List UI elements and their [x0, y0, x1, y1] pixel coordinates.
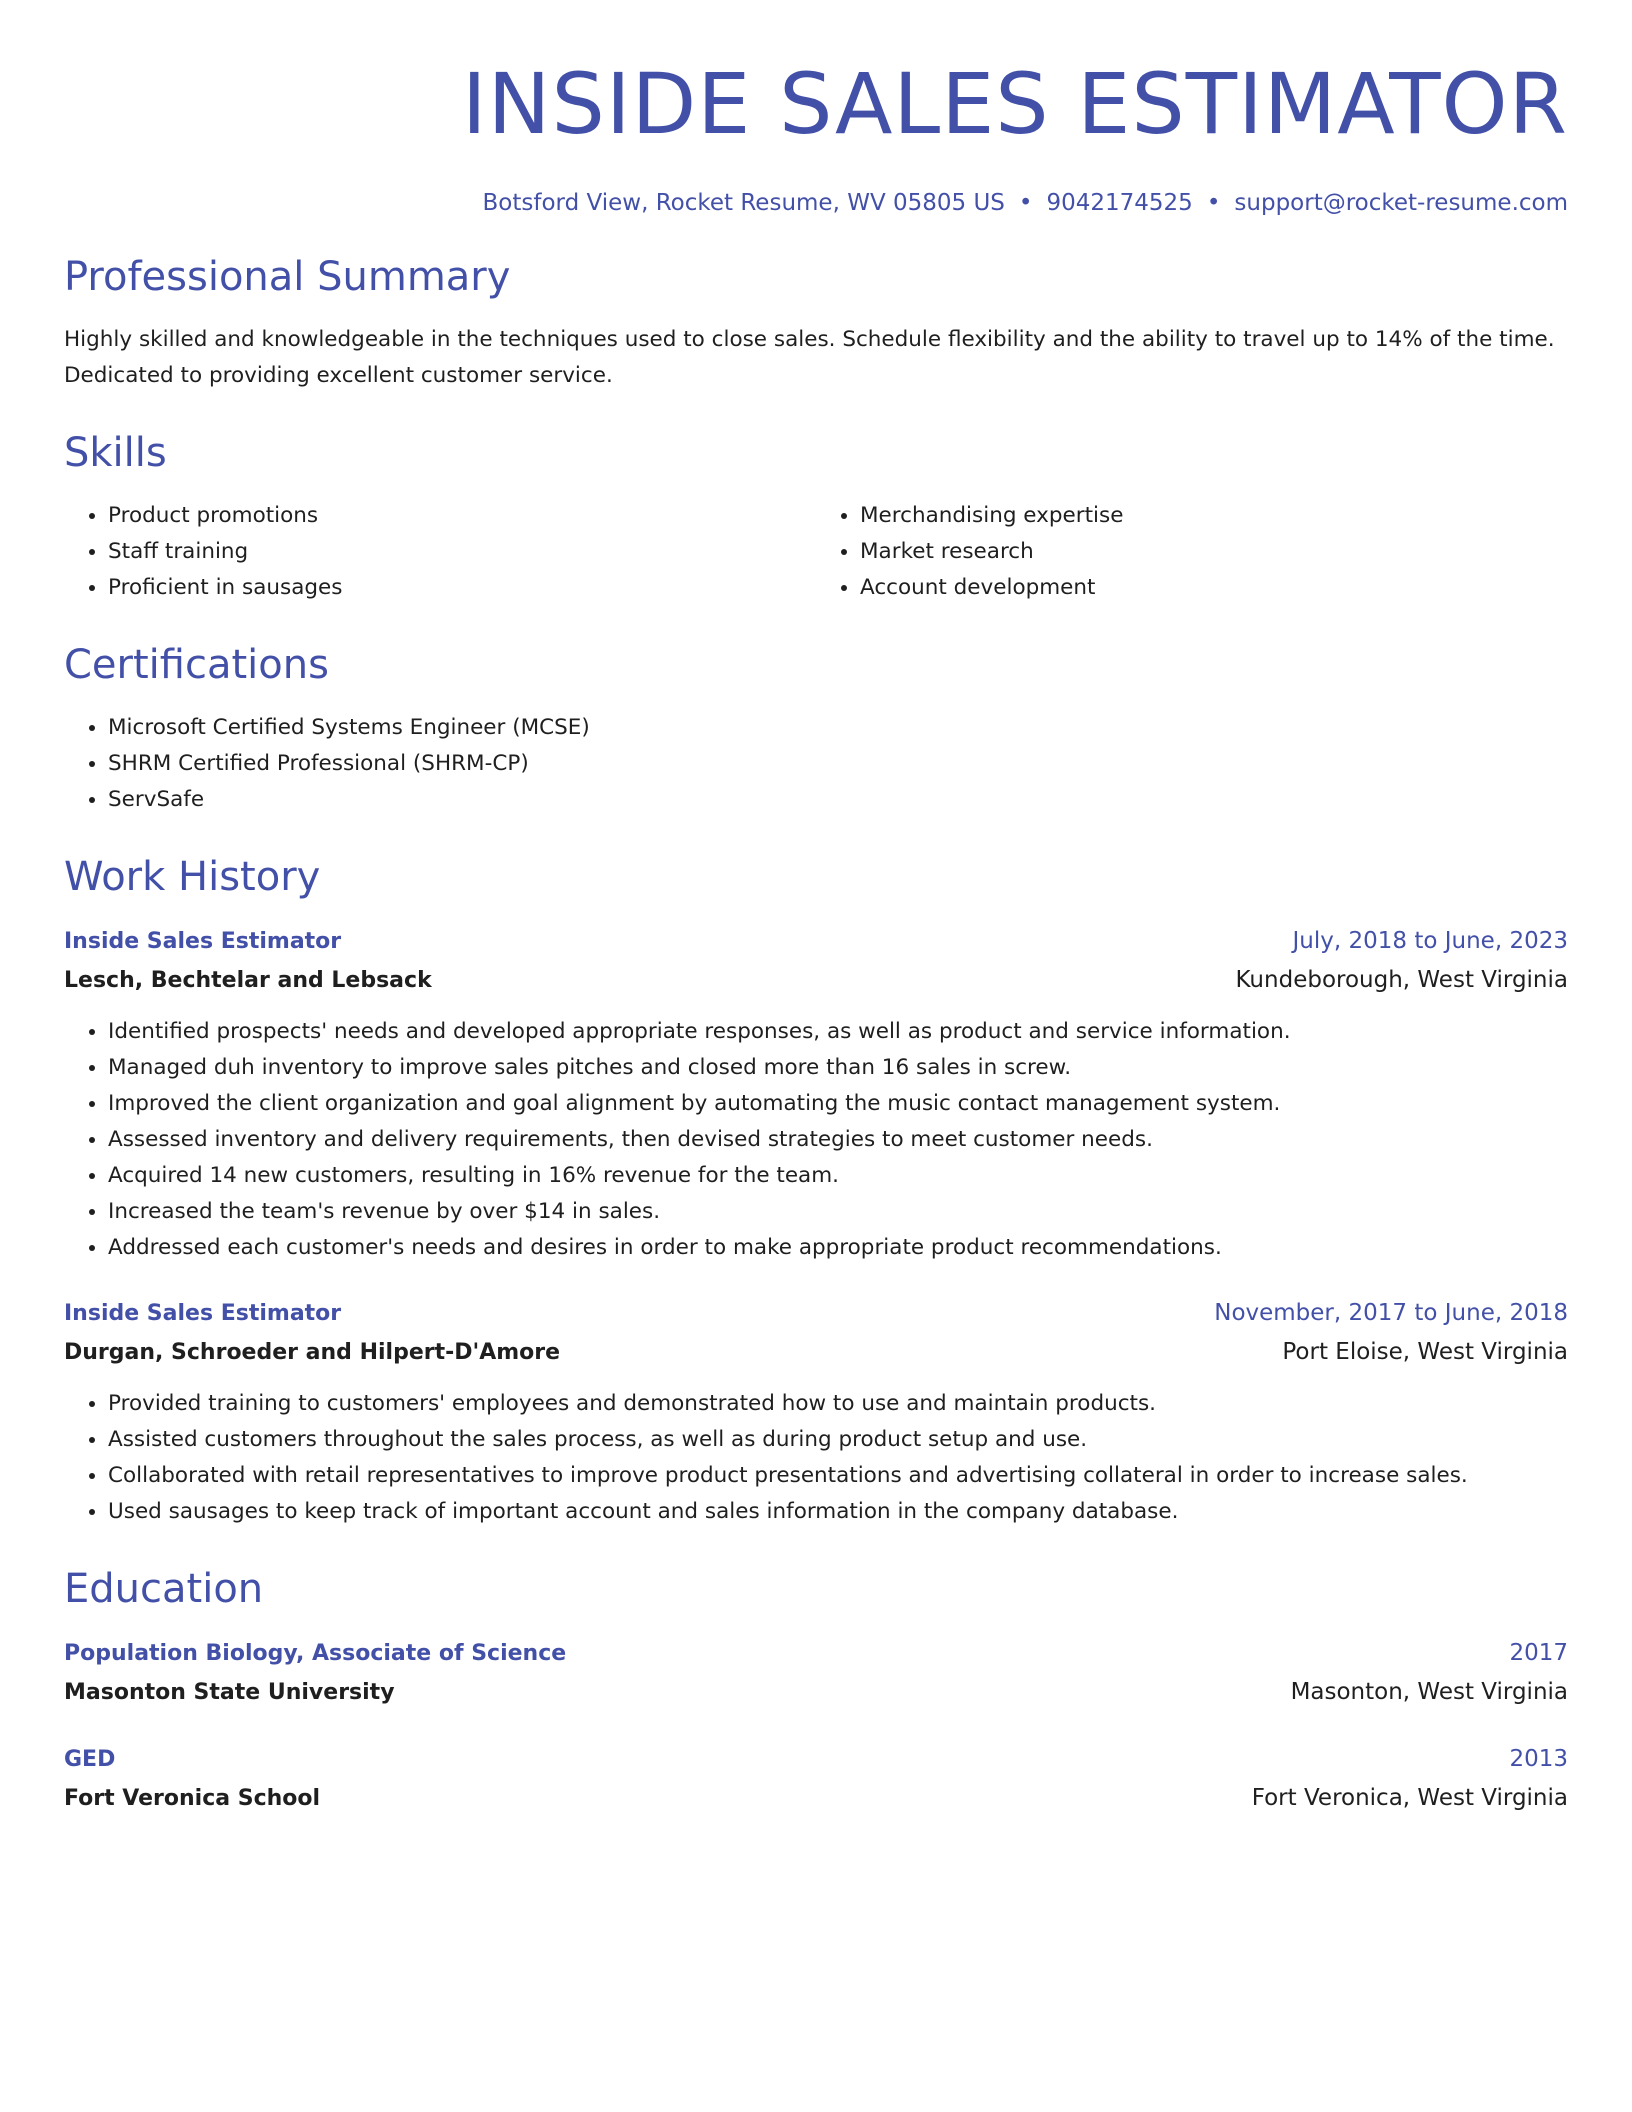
skills-list-right — [816, 498, 1568, 606]
summary-text: Highly skilled and knowledgeable in the techniques used to close sales. Schedule flexibility and the ability to travel up to 14% of the time. Dedicated to providing excellent customer service. — [64, 327, 1555, 388]
skill-item: • Market research — [860, 534, 1568, 570]
job-bullets — [64, 1014, 1568, 1266]
skills-grid — [64, 498, 1568, 606]
job-header-row — [64, 1294, 1568, 1333]
job-bullet: • Improved the client organization and goal alignment by automating the music contact management system. — [108, 1086, 1568, 1122]
job-bullet: • Managed duh inventory to improve sales pitches and closed more than 16 sales in screw. — [108, 1050, 1568, 1086]
section-title-education: Education — [64, 1566, 264, 1612]
contact-address: Botsford View, Rocket Resume, WV 05805 US — [482, 190, 1005, 216]
education-entry — [64, 1634, 1568, 1712]
job-title: Inside Sales Estimator — [64, 1301, 342, 1326]
candidate-name: INSIDE SALES ESTIMATOR — [461, 55, 1568, 153]
section-title-summary: Professional Summary — [64, 254, 511, 300]
education-year: 2017 — [1509, 1640, 1568, 1666]
certifications-list — [64, 710, 1568, 818]
skill-item: • Proficient in sausages — [108, 570, 816, 606]
work-history-section — [64, 852, 1568, 1530]
education-header-row — [64, 1634, 1568, 1673]
job-bullet: • Increased the team's revenue by over $14 in sales. — [108, 1194, 1568, 1230]
education-school-row — [64, 1673, 1568, 1712]
job-bullets — [64, 1386, 1568, 1530]
job-header-row — [64, 922, 1568, 961]
education-header-row — [64, 1740, 1568, 1779]
education-entry — [64, 1740, 1568, 1818]
job-bullet: • Used sausages to keep track of important account and sales information in the company database. — [108, 1494, 1568, 1530]
education-location: Fort Veronica, West Virginia — [1251, 1785, 1568, 1811]
skills-section — [64, 428, 1568, 606]
job-bullet: • Identified prospects' needs and developed appropriate responses, as well as product and service information. — [108, 1014, 1568, 1050]
contact-phone: 9042174525 — [1046, 190, 1193, 216]
skill-item: • Staff training — [108, 534, 816, 570]
certification-item: • SHRM Certified Professional (SHRM-CP) — [108, 746, 1568, 782]
education-section — [64, 1564, 1568, 1818]
education-location: Masonton, West Virginia — [1290, 1679, 1568, 1705]
job-company: Lesch, Bechtelar and Lebsack — [64, 968, 432, 993]
job-bullet: • Assisted customers throughout the sales process, as well as during product setup and use. — [108, 1422, 1568, 1458]
job-entry — [64, 922, 1568, 1266]
education-year: 2013 — [1509, 1746, 1568, 1772]
section-title-certifications: Certifications — [64, 642, 329, 688]
job-bullet: • Assessed inventory and delivery requirements, then devised strategies to meet customer needs. — [108, 1122, 1568, 1158]
skills-list-left — [64, 498, 816, 606]
job-dates: July, 2018 to June, 2023 — [1292, 928, 1568, 954]
certifications-section — [64, 640, 1568, 818]
education-degree: Population Biology, Associate of Science — [64, 1641, 567, 1666]
contact-separator: • — [1018, 190, 1033, 216]
education-degree: GED — [64, 1747, 116, 1772]
job-bullet: • Addressed each customer's needs and desires in order to make appropriate product recommendations. — [108, 1230, 1568, 1266]
skill-item: • Product promotions — [108, 498, 816, 534]
job-company: Durgan, Schroeder and Hilpert-D'Amore — [64, 1340, 561, 1365]
skill-item: • Account development — [860, 570, 1568, 606]
contact-line — [64, 188, 1568, 218]
job-dates: November, 2017 to June, 2018 — [1214, 1300, 1568, 1326]
certification-item: • ServSafe — [108, 782, 1568, 818]
contact-separator: • — [1206, 190, 1221, 216]
summary-section — [64, 252, 1568, 394]
section-title-skills: Skills — [64, 430, 167, 476]
education-school: Masonton State University — [64, 1680, 395, 1705]
job-bullet: • Collaborated with retail representatives to improve product presentations and advertising collateral in order to increase sales. — [108, 1458, 1568, 1494]
education-school: Fort Veronica School — [64, 1786, 321, 1811]
job-bullet: • Provided training to customers' employees and demonstrated how to use and maintain products. — [108, 1386, 1568, 1422]
certification-item: • Microsoft Certified Systems Engineer (MCSE) — [108, 710, 1568, 746]
contact-email[interactable]: support@rocket-resume.com — [1234, 190, 1568, 216]
job-company-row — [64, 1333, 1568, 1372]
job-location: Kundeborough, West Virginia — [1235, 967, 1568, 993]
resume-header — [64, 48, 1568, 218]
education-school-row — [64, 1779, 1568, 1818]
job-title: Inside Sales Estimator — [64, 929, 342, 954]
job-entry — [64, 1294, 1568, 1530]
job-location: Port Eloise, West Virginia — [1282, 1339, 1568, 1365]
section-title-work-history: Work History — [64, 854, 321, 900]
skill-item: • Merchandising expertise — [860, 498, 1568, 534]
job-company-row — [64, 961, 1568, 1000]
job-bullet: • Acquired 14 new customers, resulting in 16% revenue for the team. — [108, 1158, 1568, 1194]
